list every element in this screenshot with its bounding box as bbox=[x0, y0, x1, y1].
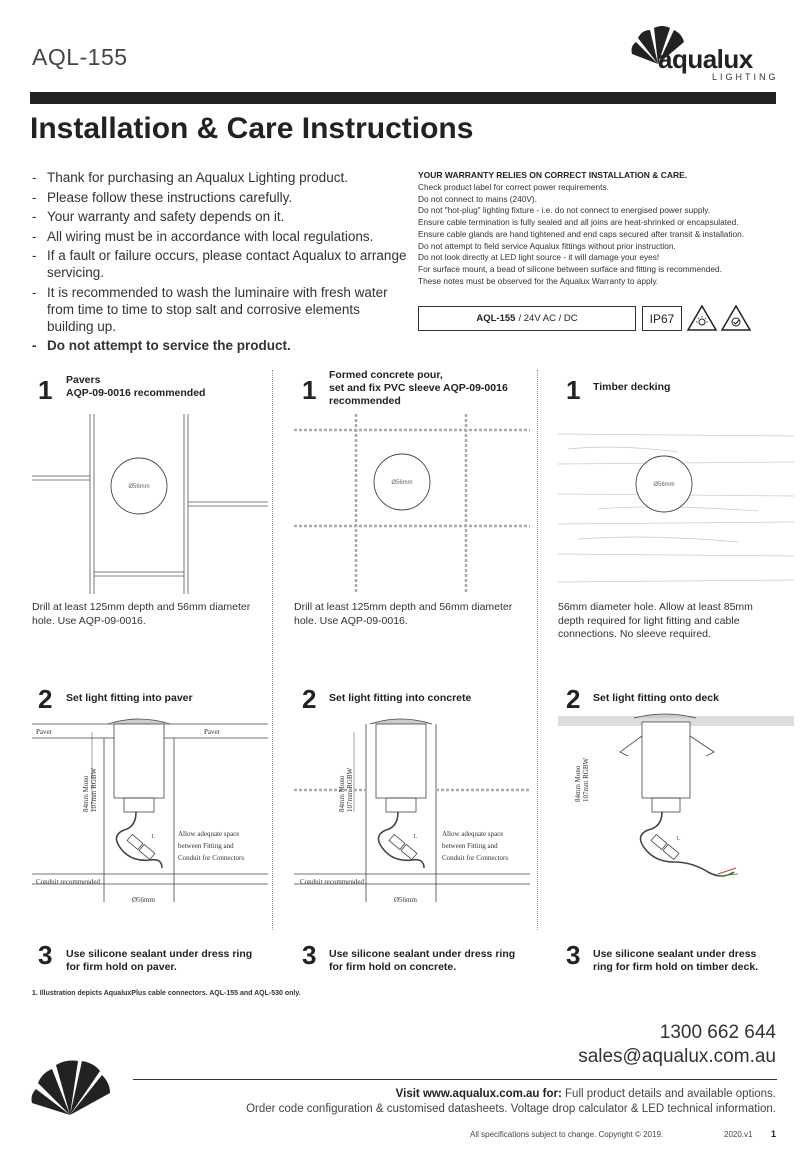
concrete-hole-diagram bbox=[294, 414, 530, 594]
warranty-line: Check product label for correct power requirements. bbox=[418, 182, 609, 192]
step-number: 1 bbox=[566, 375, 581, 405]
intro-item: - Thank for purchasing an Aqualux Lighting product. bbox=[32, 169, 407, 186]
hole-diameter-label: Ø56mm bbox=[391, 480, 413, 486]
step3-title: Use silicone sealant under dress ring for firm hold on paver. bbox=[66, 948, 253, 973]
step-number: 1 bbox=[38, 375, 53, 405]
intro-item-warning: - Do not attempt to service the product. bbox=[32, 337, 407, 354]
hole-diameter-label: Ø56mm bbox=[128, 484, 150, 490]
page-title: Installation & Care Instructions bbox=[30, 112, 474, 145]
warranty-line: Do not look directly at LED light source - it will damage your eyes! bbox=[418, 252, 660, 263]
dimension-mono: 84mm Mono bbox=[82, 775, 90, 812]
paver-hole-diagram bbox=[32, 414, 268, 594]
intro-item: - All wiring must be in accordance with local regulations. bbox=[32, 228, 407, 245]
intro-item: - Please follow these instructions carefully. bbox=[32, 189, 407, 206]
spec-power: / 24V AC / DC bbox=[518, 313, 578, 324]
sun-warning-icon bbox=[686, 304, 718, 332]
brand-logo bbox=[628, 22, 778, 86]
bottom-dimension: Ø56mm bbox=[394, 896, 417, 904]
intro-item: - It is recommended to wash the luminaire with fresh water from time to time to stop salt and corrosive elements building up. bbox=[32, 284, 407, 335]
step2-title: Set light fitting onto deck bbox=[593, 692, 719, 704]
dimension-rgbw: 107mm RGBW bbox=[346, 767, 354, 812]
intro-list bbox=[32, 169, 407, 357]
warranty-line: Ensure cable termination is fully sealed and all joins are heat-shrinked or encapsulated. bbox=[418, 217, 739, 228]
brand-subtitle: LIGHTING bbox=[712, 72, 779, 82]
heat-warning-icon bbox=[720, 304, 752, 332]
step3-title: Use silicone sealant under dress ring for firm hold on timber deck. bbox=[593, 948, 759, 973]
step2-title: Set light fitting into paver bbox=[66, 692, 193, 704]
warranty-line: Ensure cable glands are hand tightened and end caps secured after transit & installation. bbox=[418, 228, 745, 239]
visit-website bbox=[396, 1088, 776, 1100]
column-divider bbox=[272, 370, 273, 930]
dimension-rgbw: 107mm RGBW bbox=[582, 757, 590, 802]
dimension-mono: 84mm Mono bbox=[338, 775, 346, 812]
column-divider bbox=[537, 370, 538, 930]
step-number: 3 bbox=[38, 940, 53, 970]
page-number: 1 bbox=[771, 1129, 777, 1139]
warranty-heading: YOUR WARRANTY RELIES ON CORRECT INSTALLATION & CARE. bbox=[418, 170, 688, 180]
bottom-dimension: Ø56mm bbox=[132, 896, 155, 904]
footnote-marker: 1. bbox=[151, 834, 156, 840]
warranty-line: For surface mount, a bead of silicone between surface and fitting is recommended. bbox=[418, 263, 722, 274]
footer-divider bbox=[133, 1079, 777, 1080]
paver-label-left: Paver bbox=[36, 728, 52, 736]
brand-name: aqualux bbox=[658, 44, 753, 74]
order-info: Order code configuration & customised datasheets. Voltage drop calculator & LED technical information. bbox=[246, 1103, 776, 1115]
model-code: AQL-155 bbox=[32, 44, 128, 70]
copyright: All specifications subject to change. Copyright © 2019. bbox=[470, 1130, 664, 1139]
spec-label bbox=[418, 306, 636, 331]
step1-description: 56mm diameter hole. Allow at least 85mm depth required for light fitting and cable connections. No sleeve required. bbox=[558, 601, 753, 640]
contact-email[interactable]: sales@aqualux.com.au bbox=[578, 1046, 776, 1067]
step-number: 2 bbox=[38, 684, 53, 714]
visit-text: Full product details and available options. bbox=[561, 1088, 776, 1100]
step1-description: Drill at least 125mm depth and 56mm diameter hole. Use AQP-09-0016. bbox=[294, 601, 513, 627]
step2-title: Set light fitting into concrete bbox=[329, 692, 472, 704]
visit-link[interactable]: Visit www.aqualux.com.au for: bbox=[395, 1088, 562, 1100]
warranty-line: Do not "hot-plug" lighting fixture - i.e. do not connect to energised power supply. bbox=[418, 205, 711, 216]
dimension-mono: 84mm Mono bbox=[574, 765, 582, 802]
header-bar bbox=[30, 92, 776, 104]
ip-rating: IP67 bbox=[642, 306, 682, 331]
step1-title-pavers: Pavers AQP-09-0016 recommended bbox=[66, 374, 206, 399]
paver-install-diagram bbox=[32, 712, 268, 912]
step-number: 2 bbox=[566, 684, 581, 714]
step1-title-concrete: Formed concrete pour, set and fix PVC sleeve AQP-09-0016 recommended bbox=[329, 369, 508, 407]
step-number: 3 bbox=[566, 940, 581, 970]
hole-diameter-label: Ø56mm bbox=[653, 482, 675, 488]
step3-title: Use silicone sealant under dress ring for firm hold on concrete. bbox=[329, 948, 516, 973]
warranty-line: Do not attempt to field service Aqualux fittings without prior instruction. bbox=[418, 240, 676, 251]
conduit-label: Conduit recommended bbox=[300, 878, 364, 886]
step1-title-timber: Timber decking bbox=[593, 381, 671, 393]
conduit-label: Conduit recommended bbox=[36, 878, 100, 886]
intro-item: - If a fault or failure occurs, please contact Aqualux to arrange servicing. bbox=[32, 247, 407, 281]
warranty-line: Do not connect to mains (240V). bbox=[418, 193, 537, 204]
step-number: 3 bbox=[302, 940, 317, 970]
contact-phone[interactable]: 1300 662 644 bbox=[659, 1022, 776, 1043]
connector-note: Allow adequate space between Fitting and Conduit for Connectors bbox=[178, 830, 245, 862]
footnote-marker: 1. bbox=[413, 834, 418, 840]
step1-description: Drill at least 125mm depth and 56mm diameter hole. Use AQP-09-0016. bbox=[32, 601, 251, 627]
footnote: 1. Illustration depicts AqualuxPlus cable connectors. AQL-155 and AQL-530 only. bbox=[32, 990, 301, 997]
paver-label-right: Paver bbox=[204, 728, 220, 736]
step-number: 1 bbox=[302, 375, 317, 405]
document-version: 2020.v1 bbox=[724, 1130, 753, 1139]
footnote-marker: 1. bbox=[676, 836, 681, 842]
concrete-install-diagram bbox=[294, 712, 530, 912]
timber-install-diagram bbox=[558, 712, 794, 912]
warranty-notes bbox=[418, 170, 780, 287]
timber-hole-diagram bbox=[558, 414, 794, 594]
warranty-line: These notes must be observed for the Aqualux Warranty to apply. bbox=[418, 275, 659, 286]
fan-logo-icon bbox=[30, 1055, 116, 1120]
connector-note: Allow adequate space between Fitting and Conduit for Connectors bbox=[442, 830, 509, 862]
intro-item: - Your warranty and safety depends on it. bbox=[32, 208, 407, 225]
dimension-rgbw: 107mm RGBW bbox=[90, 767, 98, 812]
spec-model: AQL-155 bbox=[476, 313, 516, 324]
step-number: 2 bbox=[302, 684, 317, 714]
